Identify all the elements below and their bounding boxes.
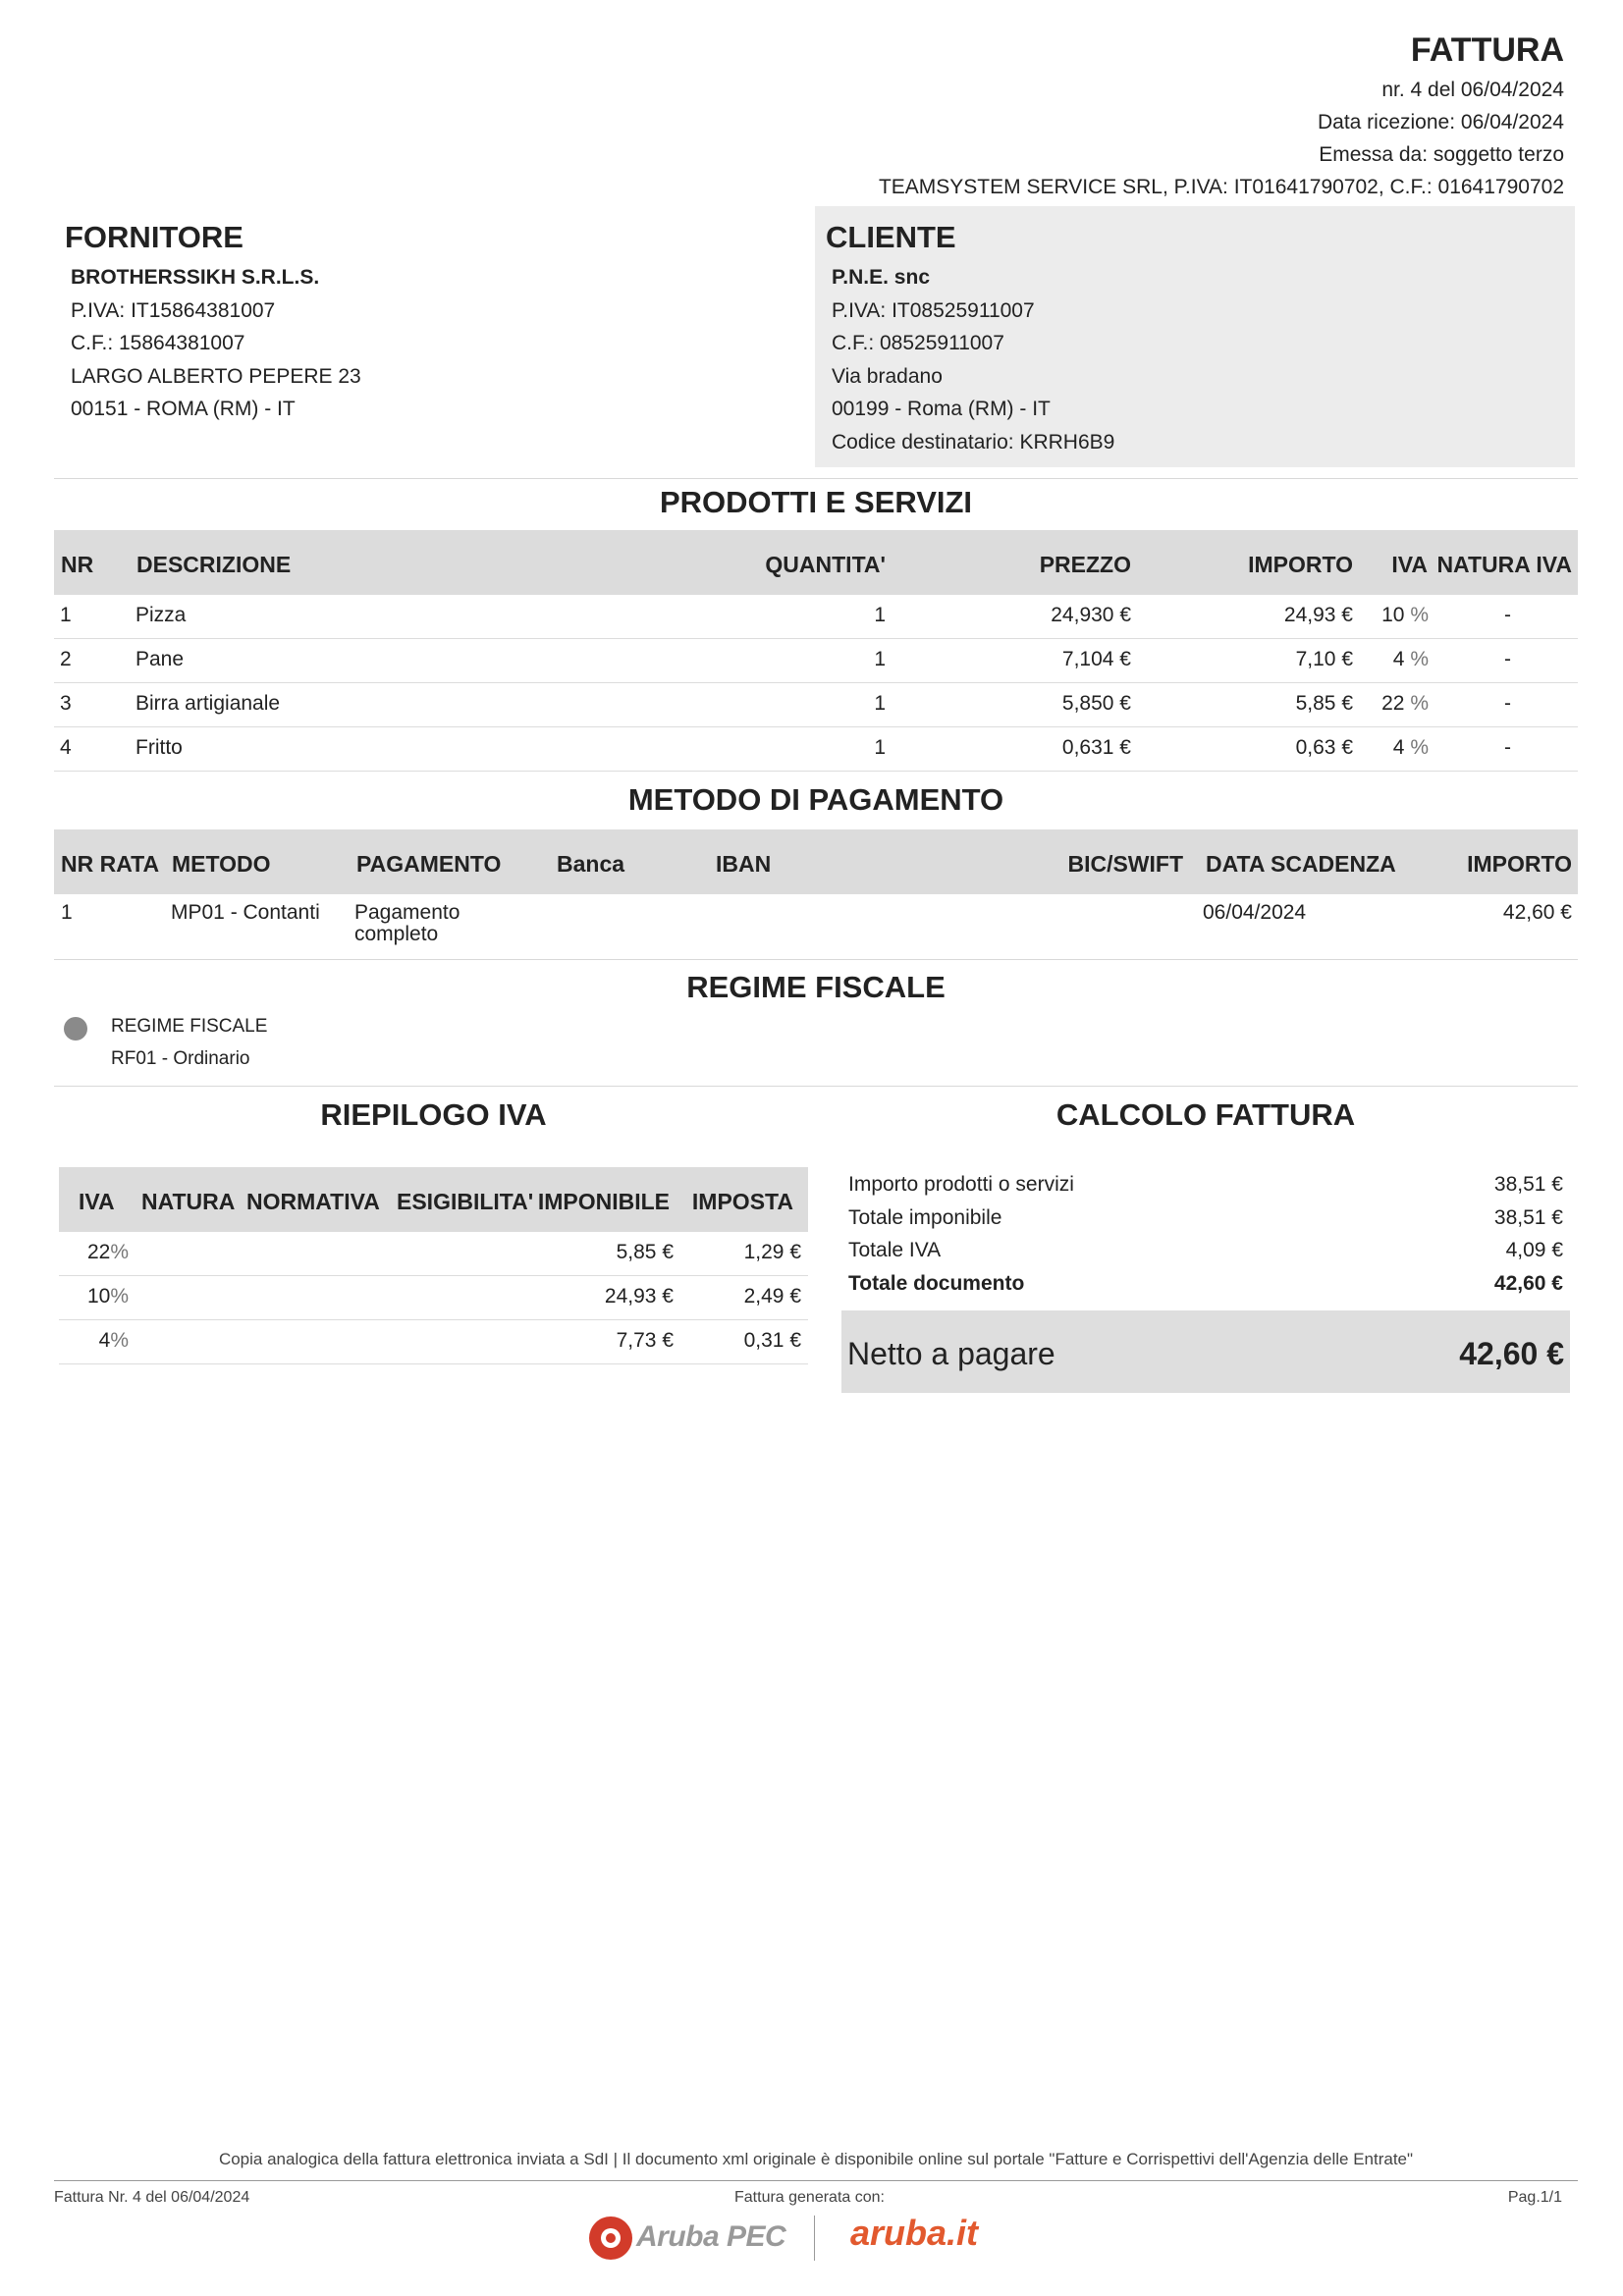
row-natura: - [1504,692,1511,715]
col-iban: IBAN [716,851,772,877]
table-row [54,727,1578,771]
row-iva [1393,648,1429,671]
footer-disclaimer: Copia analogica della fattura elettronica inviata a SdI | Il documento xml originale è disponibile online sul portale "Fatture e Corrispettivi dell'Agenzia delle Entrate" [218,2150,1414,2168]
col-banca: Banca [557,851,625,877]
col-natura-iva: NATURA IVA [1436,552,1572,577]
row-quantity: 1 [874,736,886,759]
row-description: Fritto [135,736,183,759]
riep-imposta: 2,49 € [743,1285,801,1308]
cliente-name: P.N.E. snc [832,266,930,289]
calc-label: Totale documento [848,1271,1025,1295]
footer-center: Fattura generata con: [734,2189,885,2206]
col-riep-esigibilita: ESIGIBILITA' [397,1189,534,1214]
calc-line [841,1171,1570,1204]
issuer-info: TEAMSYSTEM SERVICE SRL, P.IVA: IT01641790702, C.F.: 01641790702 [878,176,1564,198]
col-riep-imponibile: IMPONIBILE [537,1189,670,1214]
col-pagamento: PAGAMENTO [356,851,502,877]
riep-iva [99,1329,129,1353]
calcolo-heading: CALCOLO FATTURA [1055,1097,1356,1132]
calc-label: Importo prodotti o servizi [848,1173,1074,1196]
fornitore-heading: FORNITORE [65,220,243,254]
row-price: 0,631 € [1061,736,1131,759]
col-metodo: METODO [172,851,271,877]
row-iva-value: 22 [1381,692,1405,715]
row-iva-value: 4 [1392,648,1405,670]
cliente-address: Via bradano [832,364,943,388]
payment-row [54,894,1578,959]
received-date: Data ricezione: 06/04/2024 [1317,111,1564,133]
col-riep-normativa: NORMATIVA [246,1189,380,1214]
row-amount: 24,93 € [1283,604,1353,626]
bullet-icon [64,1017,87,1041]
row-iva-value: 10 [1381,604,1405,626]
divider [54,478,1578,479]
riep-iva [87,1241,129,1264]
fornitore-address: LARGO ALBERTO PEPERE 23 [71,364,361,388]
aruba-it-logo: aruba.it [850,2213,979,2253]
percent-sign: % [110,1329,129,1352]
fornitore-cf: C.F.: 15864381007 [71,332,245,354]
payment-nr: 1 [61,901,73,924]
logo-separator [814,2216,815,2261]
col-riep-iva: IVA [79,1189,115,1214]
products-table-body [54,595,1578,772]
col-nr: NR [61,552,94,577]
payment-type-line1: Pagamento [354,901,460,924]
products-table-header [54,530,1578,595]
percent-sign: % [110,1285,129,1308]
col-iva: IVA [1391,552,1428,577]
row-natura: - [1504,736,1511,759]
calc-label: Totale imponibile [848,1205,1002,1229]
calc-value: 38,51 € [1493,1205,1563,1229]
percent-sign: % [1410,604,1429,626]
payment-date: 06/04/2024 [1203,901,1307,924]
fornitore-city: 00151 - ROMA (RM) - IT [71,398,296,420]
table-row [59,1320,808,1363]
cliente-city: 00199 - Roma (RM) - IT [832,398,1051,420]
calcolo-lines [841,1171,1570,1303]
riep-imposta: 1,29 € [743,1241,801,1263]
col-riep-natura: NATURA [141,1189,236,1214]
issued-by: Emessa da: soggetto terzo [1319,143,1564,166]
payment-method: MP01 - Contanti [171,901,320,924]
riep-iva-value: 10 [86,1285,111,1308]
regime-label: REGIME FISCALE [111,1016,268,1037]
row-amount: 0,63 € [1295,736,1353,759]
calc-value: 4,09 € [1505,1239,1563,1261]
footer-rule [54,2180,1578,2181]
col-importo: IMPORTO [1248,552,1353,577]
calc-line [841,1204,1570,1238]
row-natura: - [1504,604,1511,626]
riep-imponibile: 5,85 € [616,1241,674,1263]
divider [54,959,1578,960]
riep-imposta: 0,31 € [743,1329,801,1352]
row-iva [1393,736,1429,760]
cliente-block [832,261,1114,458]
netto-label: Netto a pagare [847,1336,1055,1371]
payment-table-header [54,829,1578,894]
riep-iva-value: 22 [86,1241,111,1263]
table-row [54,595,1578,638]
calc-value: 38,51 € [1493,1173,1563,1196]
divider [54,1086,1578,1087]
netto-box [841,1310,1570,1393]
row-divider [59,1363,808,1364]
payment-type-line2: completo [354,923,439,945]
row-quantity: 1 [874,692,886,715]
col-importo-pagamento: IMPORTO [1467,851,1572,877]
riepilogo-table-header [59,1167,808,1232]
row-natura: - [1504,648,1511,670]
col-bic-swift: BIC/SWIFT [1067,851,1183,877]
col-riep-imposta: IMPOSTA [691,1189,793,1214]
row-quantity: 1 [874,648,886,670]
col-prezzo: PREZZO [1039,552,1131,577]
footer-left: Fattura Nr. 4 del 06/04/2024 [54,2189,250,2206]
row-iva [1381,604,1429,627]
col-quantita: QUANTITA' [765,552,886,577]
row-nr: 1 [60,604,72,626]
riep-iva-value: 4 [98,1329,111,1352]
row-description: Pizza [135,604,187,626]
riep-iva [87,1285,129,1308]
netto-value: 42,60 € [1459,1336,1564,1371]
fornitore-piva: P.IVA: IT15864381007 [71,298,276,322]
row-divider [54,771,1578,772]
payment-heading: METODO DI PAGAMENTO [627,782,1004,817]
aruba-pec-logo: Aruba PEC [636,2220,786,2253]
footer-page: Pag.1/1 [1507,2189,1562,2206]
table-row [59,1276,808,1319]
invoice-number: nr. 4 del 06/04/2024 [1381,79,1564,101]
row-amount: 7,10 € [1295,648,1353,670]
riep-imponibile: 24,93 € [604,1285,674,1308]
cliente-cf: C.F.: 08525911007 [832,332,1004,354]
fornitore-block [71,261,361,426]
percent-sign: % [1410,692,1429,715]
regime-value: RF01 - Ordinario [111,1048,250,1069]
calc-line [841,1270,1570,1304]
cliente-code: Codice destinatario: KRRH6B9 [832,430,1115,454]
row-iva [1381,692,1429,716]
percent-sign: % [110,1241,129,1263]
row-price: 24,930 € [1051,604,1131,626]
cliente-heading: CLIENTE [826,220,956,254]
invoice-title: FATTURA [1410,31,1564,69]
row-nr: 4 [60,736,72,759]
row-price: 7,104 € [1061,648,1131,670]
regime-heading: REGIME FISCALE [686,970,946,1004]
table-row [54,683,1578,726]
aruba-pec-logo-icon [589,2216,632,2260]
row-price: 5,850 € [1061,692,1131,715]
riep-imponibile: 7,73 € [616,1329,674,1352]
row-description: Pane [135,648,185,670]
table-row [59,1232,808,1275]
riepilogo-table-body [59,1232,808,1364]
col-data-scadenza: DATA SCADENZA [1206,851,1396,877]
calc-value: 42,60 € [1493,1271,1563,1295]
row-description: Birra artigianale [135,692,281,715]
col-nr-rata: NR RATA [61,851,160,877]
row-quantity: 1 [874,604,886,626]
cliente-piva: P.IVA: IT08525911007 [832,298,1035,322]
calc-label: Totale IVA [848,1239,942,1261]
fornitore-name: BROTHERSSIKH S.R.L.S. [71,266,320,289]
row-nr: 3 [60,692,72,715]
table-row [54,639,1578,682]
row-iva-value: 4 [1392,736,1405,759]
col-descrizione: DESCRIZIONE [136,552,292,577]
row-nr: 2 [60,648,72,670]
calc-line [841,1237,1570,1270]
riepilogo-heading: RIEPILOGO IVA [320,1097,547,1132]
payment-amount: 42,60 € [1502,901,1572,924]
percent-sign: % [1410,648,1429,670]
row-amount: 5,85 € [1295,692,1353,715]
percent-sign: % [1410,736,1429,759]
products-heading: PRODOTTI E SERVIZI [659,485,973,519]
